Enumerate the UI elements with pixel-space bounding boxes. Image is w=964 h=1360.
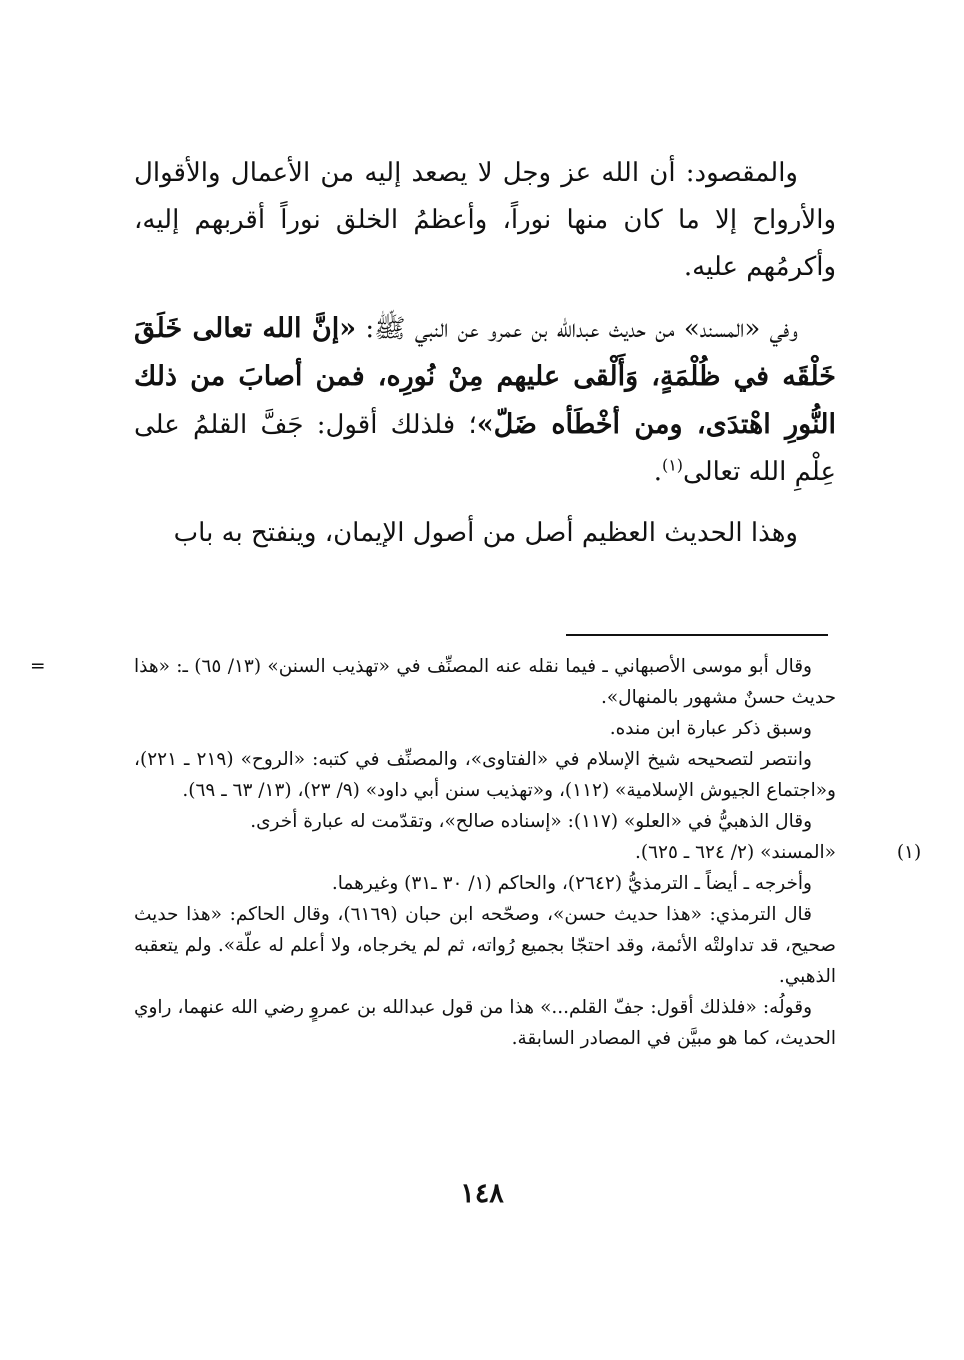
footnote-text: «المسند» (٢/ ٦٢٤ ـ ٦٢٥).: [635, 842, 836, 863]
paragraph-3: وهذا الحديث العظيم أصل من أصول الإيمان، وينفتح به باب: [173, 518, 798, 548]
footnote-line: [30, 651, 836, 713]
footnote-line: وقال الذهبيُّ في «العلو» (١١٧): «إسناده صالح»، وتقدّمت له عبارة أخرى.: [250, 811, 812, 832]
footnote-text: وقال أبو موسى الأصبهاني ـ فيما نقله عنه المصنِّف في «تهذيب السنن» (١٣/ ٦٥) ـ: «هذا حديث حسنٌ مشهور بالمنهال».: [134, 656, 836, 708]
paragraph-2: [134, 305, 836, 496]
continuation-mark: =: [30, 656, 46, 677]
footnote-line: وسبق ذكر عبارة ابن منده.: [609, 718, 812, 739]
page-number: ١٤٨: [460, 1178, 504, 1209]
footnote-separator: [566, 634, 828, 636]
hadith-intro: وفي «المسند» من حديث عبدالله بن عمرو عن النبي ﷺ:: [356, 314, 798, 344]
footnote-line: وقولُه: «فلذلك أقول: جفّ القلم...» هذا من قول عبدالله بن عمروٍ رضي الله عنهما، راوي الحديث، كما هو مبيَّن في المصادر السابقة.: [134, 997, 836, 1049]
footnote-1: [134, 837, 922, 868]
footnotes: [30, 651, 922, 1054]
footnote-number: (١): [896, 842, 922, 863]
footnote-line: وأخرجه ـ أيضاً ـ الترمذيُّ (٢٦٤٢)، والحاكم (١/ ٣٠ ـ٣١) وغيرهما.: [331, 873, 812, 894]
footnote-line: وانتصر لتصحيحه شيخ الإسلام في «الفتاوى»، والمصنِّف في كتبه: «الروح» (٢١٩ ـ ٢٢١)، و«اجتماع الجيوش الإسلامية» (١١٢)، و«تهذيب سنن أبي داود» (٩/ ٢٣)، (١٣/ ٦٣ ـ ٦٩).: [134, 749, 836, 801]
main-text: [134, 150, 836, 557]
paragraph-1: والمقصود: أن الله عز وجل لا يصعد إليه من الأعمال والأقوال والأرواح إلا ما كان منها نوراً، وأعظمُ الخلق نوراً أقربهم إليه، وأكرمُهم عليه.: [134, 158, 836, 282]
hadith-text: «إنَّ الله تعالى خَلَقَ خَلْقَه في ظُلْمَةٍ، وَأَلْقى عليهم مِنْ نُورِه، فمن أصابَ من ذلك النُّورِ اهْتدَى، ومن أخْطَأه ضَلّ»: [134, 313, 837, 440]
footnote-line: قال الترمذي: «هذا حديث حسن»، وصحّحه ابن حبان (٦١٦٩)، وقال الحاكم: «هذا حديث صحيح، قد تداولتْه الأئمة، وقد احتجّا بجميع رُواته، ثم لم يخرجاه، ولا أعلم له علّة». ولم يتعقبه الذهبي.: [134, 904, 836, 987]
paragraph-2-end: .: [653, 457, 662, 487]
footnote-ref-1[interactable]: (١): [661, 455, 684, 475]
paragraph-2-rest: ؛ فلذلك أقول: جَفَّ القلمُ على عِلْمِ الله تعالى: [134, 410, 836, 487]
